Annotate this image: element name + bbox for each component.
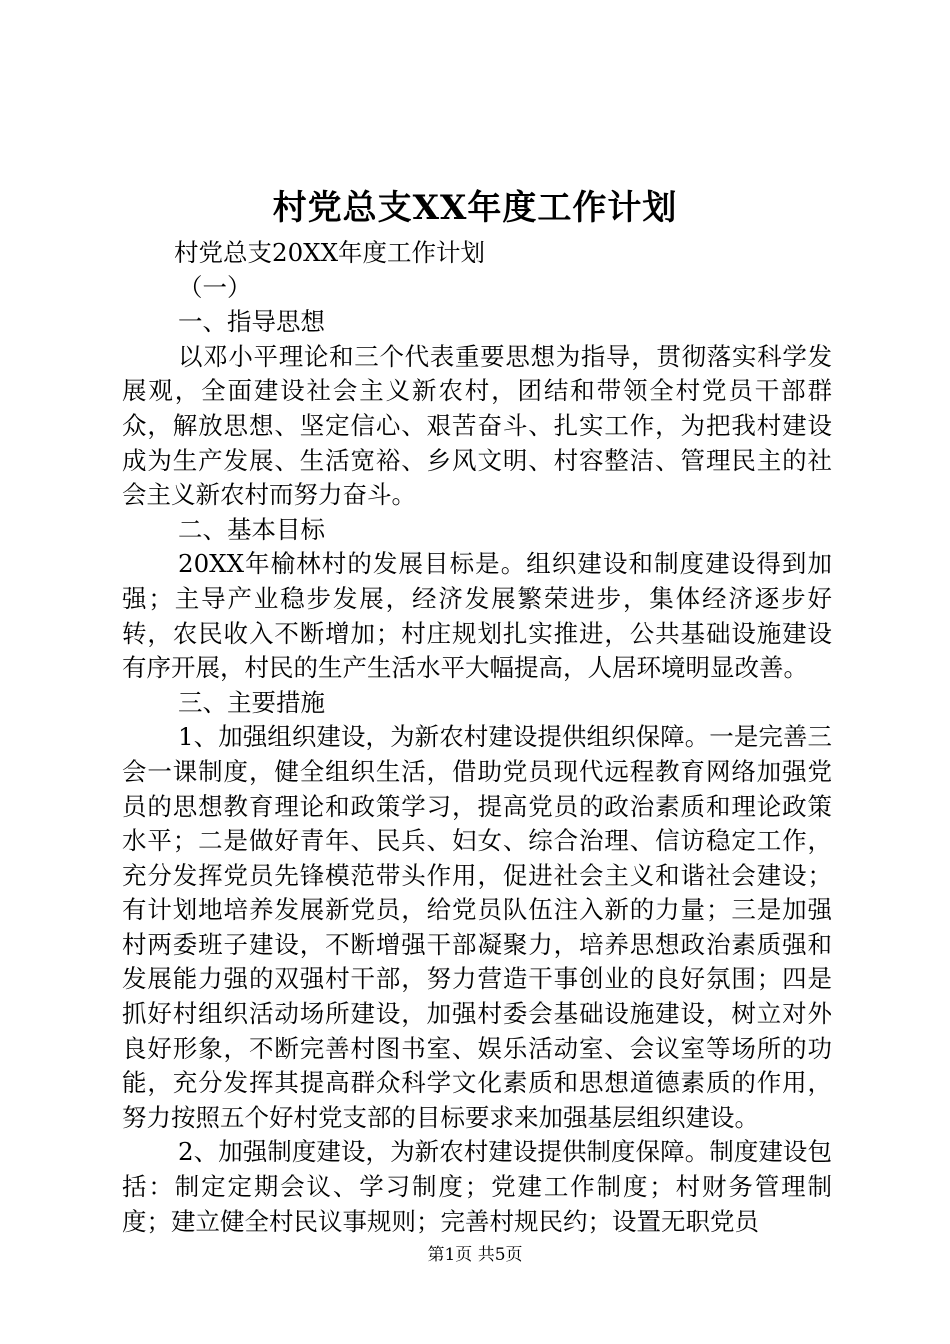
page-footer: 第1页 共5页 (427, 1245, 523, 1265)
paragraph-guiding-thought: 以邓小平理论和三个代表重要思想为指导，贯彻落实科学发展观，全面建设社会主义新农村，团结和带领全村党员干部群众，解放思想、坚定信心、艰苦奋斗、扎实工作，为把我村建设成为生产发展、生活宽裕、乡风文明、村容整洁、管理民主的社会主义新农村而努力奋斗。 (122, 341, 832, 510)
document-body (122, 236, 832, 1239)
document-subtitle: 村党总支20XX年度工作计划 (174, 238, 486, 267)
section-heading-basic-goals: 二、基本目标 (178, 514, 325, 544)
section-heading-main-measures: 三、主要措施 (178, 687, 325, 717)
paragraph-measure-1: 1、加强组织建设，为新农村建设提供组织保障。一是完善三会一课制度，健全组织生活，借助党员现代远程教育网络加强党员的思想教育理论和政策学习，提高党员的政治素质和理论政策水平；二是做好青年、民兵、妇女、综合治理、信访稳定工作，充分发挥党员先锋模范带头作用，促进社会主义和谐社会建设；有计划地培养发展新党员，给党员队伍注入新的力量；三是加强村两委班子建设，不断增强干部凝聚力，培养思想政治素质强和发展能力强的双强村干部，努力营造干事创业的良好氛围；四是抓好村组织活动场所建设，加强村委会基础设施建设，树立对外良好形象，不断完善村图书室、娱乐活动室、会议室等场所的功能，充分发挥其提高群众科学文化素质和思想道德素质的作用，努力按照五个好村党支部的目标要求来加强基层组织建设。 (122, 722, 832, 1132)
paragraph-measure-2: 2、加强制度建设，为新农村建设提供制度保障。制度建设包括：制定定期会议、学习制度；党建工作制度；村财务管理制度；建立健全村民议事规则；完善村规民约；设置无职党员 (122, 1137, 832, 1236)
document-title: 村党总支XX年度工作计划 (272, 188, 678, 228)
paragraph-basic-goals: 20XX年榆林村的发展目标是。组织建设和制度建设得到加强；主导产业稳步发展，经济发展繁荣进步，集体经济逐步好转，农民收入不断增加；村庄规划扎实推进，公共基础设施建设有序开展，村民的生产生活水平大幅提高，人居环境明显改善。 (122, 549, 832, 683)
section-heading-guiding-thought: 一、指导思想 (178, 307, 325, 337)
part-label: （一） (178, 272, 252, 302)
